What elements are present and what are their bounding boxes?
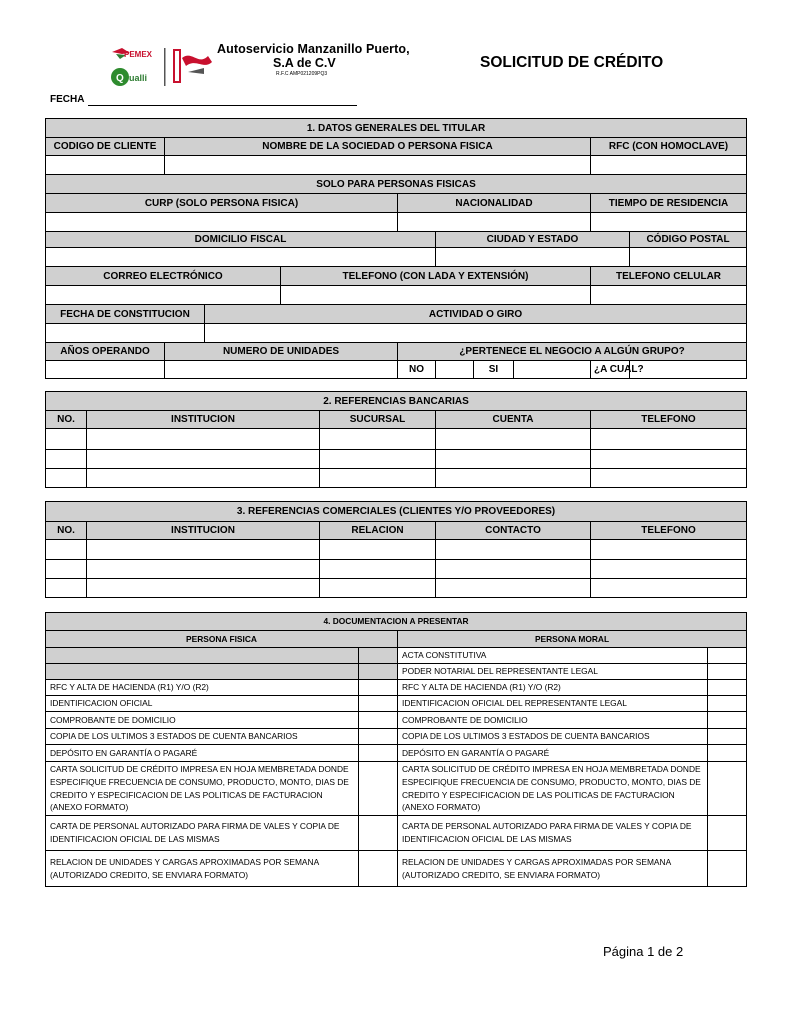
fisica-doc-label — [46, 648, 359, 664]
fisica-doc-label: IDENTIFICACION OFICIAL — [46, 696, 359, 712]
institucion-cell[interactable] — [87, 540, 320, 560]
nacionalidad-field[interactable] — [398, 213, 591, 232]
contacto-cell[interactable] — [436, 579, 591, 598]
a-cual-field[interactable] — [630, 361, 747, 379]
nombre-sociedad-field[interactable] — [165, 156, 591, 175]
telefono-celular-field[interactable] — [591, 286, 747, 305]
no-cell[interactable] — [46, 560, 87, 579]
fisica-doc-check[interactable] — [359, 745, 398, 762]
anos-operando-label: AÑOS OPERANDO — [46, 343, 165, 361]
fisica-doc-label — [46, 664, 359, 680]
moral-doc-label: CARTA DE PERSONAL AUTORIZADO PARA FIRMA DE VALES Y COPIA DE IDENTIFICACION OFICIAL DE LAS MISMAS — [398, 816, 708, 851]
no-cell[interactable] — [46, 450, 87, 469]
cuenta-cell[interactable] — [436, 469, 591, 488]
nombre-sociedad-label: NOMBRE DE LA SOCIEDAD O PERSONA FISICA — [165, 138, 591, 156]
rfc-field[interactable] — [591, 156, 747, 175]
col-no-header: NO. — [46, 411, 87, 429]
company-name: Autoservicio Manzanillo Puerto, — [217, 42, 410, 56]
actividad-giro-field[interactable] — [205, 324, 747, 343]
telefono-cell[interactable] — [591, 429, 747, 450]
no-checkbox[interactable] — [436, 361, 474, 379]
fisica-doc-check[interactable] — [359, 680, 398, 696]
doc-row — [46, 680, 747, 696]
moral-doc-label: COMPROBANTE DE DOMICILIO — [398, 712, 708, 729]
codigo-postal-label: CÓDIGO POSTAL — [630, 232, 747, 248]
section-4-title: 4. DOCUMENTACION A PRESENTAR — [46, 613, 747, 631]
fecha-constitucion-field[interactable] — [46, 324, 205, 343]
domicilio-fiscal-field[interactable] — [46, 248, 436, 267]
moral-doc-label: COPIA DE LOS ULTIMOS 3 ESTADOS DE CUENTA BANCARIOS — [398, 729, 708, 745]
fisica-doc-check — [359, 648, 398, 664]
telefono-lada-label: TELEFONO (CON LADA Y EXTENSIÓN) — [281, 267, 591, 286]
fecha-field[interactable] — [88, 105, 357, 106]
col-institucion-header: INSTITUCION — [87, 411, 320, 429]
curp-label: CURP (SOLO PERSONA FISICA) — [46, 194, 398, 213]
codigo-postal-field[interactable] — [630, 248, 747, 267]
tiempo-residencia-label: TIEMPO DE RESIDENCIA — [591, 194, 747, 213]
moral-doc-check[interactable] — [708, 762, 747, 816]
company-rfc: R.F.C AMP021209PQ3 — [276, 71, 328, 77]
moral-doc-label: PODER NOTARIAL DEL REPRESENTANTE LEGAL — [398, 664, 708, 680]
section-3-title: 3. REFERENCIAS COMERCIALES (CLIENTES Y/O PROVEEDORES) — [46, 502, 747, 522]
correo-field[interactable] — [46, 286, 281, 305]
fecha-constitucion-label: FECHA DE CONSTITUCION — [46, 305, 205, 324]
doc-row — [46, 712, 747, 729]
contacto-cell[interactable] — [436, 540, 591, 560]
col-telefono-header: TELEFONO — [591, 522, 747, 540]
col-no-header: NO. — [46, 522, 87, 540]
anos-operando-field[interactable] — [46, 361, 165, 379]
fisica-doc-check[interactable] — [359, 762, 398, 816]
actividad-giro-label: ACTIVIDAD O GIRO — [205, 305, 747, 324]
doc-row — [46, 696, 747, 712]
telefono-celular-label: TELEFONO CELULAR — [591, 267, 747, 286]
sucursal-cell[interactable] — [320, 469, 436, 488]
relacion-cell[interactable] — [320, 540, 436, 560]
moral-doc-check[interactable] — [708, 851, 747, 887]
pertenece-grupo-label: ¿PERTENECE EL NEGOCIO A ALGÚN GRUPO? — [398, 343, 747, 361]
moral-doc-label: IDENTIFICACION OFICIAL DEL REPRESENTANTE LEGAL — [398, 696, 708, 712]
no-cell[interactable] — [46, 469, 87, 488]
moral-doc-check[interactable] — [708, 745, 747, 762]
relacion-cell[interactable] — [320, 560, 436, 579]
rfc-label: RFC (CON HOMOCLAVE) — [591, 138, 747, 156]
fisica-doc-label: COPIA DE LOS ULTIMOS 3 ESTADOS DE CUENTA BANCARIOS — [46, 729, 359, 745]
telefono-cell[interactable] — [591, 450, 747, 469]
document-title: SOLICITUD DE CRÉDITO — [480, 54, 664, 71]
col-telefono-header: TELEFONO — [591, 411, 747, 429]
no-cell[interactable] — [46, 579, 87, 598]
numero-unidades-label: NUMERO DE UNIDADES — [165, 343, 398, 361]
contacto-cell[interactable] — [436, 560, 591, 579]
nacionalidad-label: NACIONALIDAD — [398, 194, 591, 213]
fisica-doc-check[interactable] — [359, 851, 398, 887]
si-checkbox[interactable] — [514, 361, 591, 379]
moral-doc-label: CARTA SOLICITUD DE CRÉDITO IMPRESA EN HOJA MEMBRETADA DONDE ESPECIFIQUE FRECUENCIA DE CONSUMO, PRODUCTO, MONTO, DIAS DE CREDITO Y ESPECIFICACION DE LAS POLITICAS DE FACTURACION (ANEXO FORMATO) — [398, 762, 708, 816]
doc-row — [46, 851, 747, 887]
moral-doc-label: ACTA CONSTITUTIVA — [398, 648, 708, 664]
institucion-cell[interactable] — [87, 579, 320, 598]
fisica-doc-check — [359, 664, 398, 680]
svg-text:Q: Q — [116, 73, 124, 84]
fisica-doc-label: RFC Y ALTA DE HACIENDA (R1) Y/O (R2) — [46, 680, 359, 696]
curp-field[interactable] — [46, 213, 398, 232]
section-3-referencias-comerciales — [45, 501, 747, 598]
no-cell[interactable] — [46, 540, 87, 560]
col-institucion-header: INSTITUCION — [87, 522, 320, 540]
telefono-cell[interactable] — [591, 560, 747, 579]
telefono-lada-field[interactable] — [281, 286, 591, 305]
col-relacion-header: RELACION — [320, 522, 436, 540]
a-cual-label: ¿A CUAL? — [591, 361, 630, 379]
solo-fisicas-label: SOLO PARA PERSONAS FISICAS — [46, 175, 747, 194]
fisica-doc-check[interactable] — [359, 816, 398, 851]
moral-doc-check[interactable] — [708, 664, 747, 680]
doc-row — [46, 762, 747, 816]
institucion-cell[interactable] — [87, 469, 320, 488]
cuenta-cell[interactable] — [436, 429, 591, 450]
ciudad-estado-field[interactable] — [436, 248, 630, 267]
moral-doc-check[interactable] — [708, 648, 747, 664]
institucion-cell[interactable] — [87, 450, 320, 469]
table-row — [46, 540, 747, 560]
cuenta-cell[interactable] — [436, 450, 591, 469]
persona-fisica-header: PERSONA FISICA — [46, 631, 398, 648]
table-row — [46, 560, 747, 579]
col-contacto-header: CONTACTO — [436, 522, 591, 540]
section-1-title: 1. DATOS GENERALES DEL TITULAR — [46, 119, 747, 138]
page-number: Página 1 de 2 — [603, 944, 684, 959]
codigo-cliente-label: CODIGO DE CLIENTE — [46, 138, 165, 156]
relacion-cell[interactable] — [320, 579, 436, 598]
fisica-doc-label: COMPROBANTE DE DOMICILIO — [46, 712, 359, 729]
pemex-logo-text: PEMEX — [124, 50, 153, 59]
sucursal-cell[interactable] — [320, 429, 436, 450]
moral-doc-check[interactable] — [708, 816, 747, 851]
doc-row — [46, 729, 747, 745]
codigo-cliente-field[interactable] — [46, 156, 165, 175]
table-row — [46, 450, 747, 469]
section-2-title: 2. REFERENCIAS BANCARIAS — [46, 392, 747, 411]
telefono-cell[interactable] — [591, 469, 747, 488]
moral-doc-check[interactable] — [708, 729, 747, 745]
correo-label: CORREO ELECTRÓNICO — [46, 267, 281, 286]
moral-doc-label: DEPÓSITO EN GARANTÍA O PAGARÉ — [398, 745, 708, 762]
tiempo-residencia-field[interactable] — [591, 213, 747, 232]
section-4-documentacion — [45, 612, 747, 887]
fisica-doc-check[interactable] — [359, 712, 398, 729]
moral-doc-label: RELACION DE UNIDADES Y CARGAS APROXIMADAS POR SEMANA (AUTORIZADO CREDITO, SE ENVIARA FORMATO) — [398, 851, 708, 887]
moral-doc-check[interactable] — [708, 696, 747, 712]
sucursal-cell[interactable] — [320, 450, 436, 469]
institucion-cell[interactable] — [87, 429, 320, 450]
institucion-cell[interactable] — [87, 560, 320, 579]
moral-doc-check[interactable] — [708, 680, 747, 696]
fecha-label: FECHA — [50, 94, 85, 105]
fisica-doc-label: RELACION DE UNIDADES Y CARGAS APROXIMADAS POR SEMANA (AUTORIZADO CREDITO, SE ENVIARA FORMATO) — [46, 851, 359, 887]
fisica-doc-label: DEPÓSITO EN GARANTÍA O PAGARÉ — [46, 745, 359, 762]
doc-row — [46, 745, 747, 762]
moral-doc-check[interactable] — [708, 712, 747, 729]
fisica-doc-label: CARTA SOLICITUD DE CRÉDITO IMPRESA EN HOJA MEMBRETADA DONDE ESPECIFIQUE FRECUENCIA DE CONSUMO, PRODUCTO, MONTO, DIAS DE CREDITO Y ESPECIFICACION DE LAS POLITICAS DE FACTURACION (ANEXO FORMATO) — [46, 762, 359, 816]
fisica-doc-label: CARTA DE PERSONAL AUTORIZADO PARA FIRMA DE VALES Y COPIA DE IDENTIFICACION OFICIAL DE LAS MISMAS — [46, 816, 359, 851]
section-2-referencias-bancarias — [45, 391, 747, 488]
doc-row — [46, 648, 747, 664]
table-row — [46, 579, 747, 598]
doc-row — [46, 664, 747, 680]
telefono-cell[interactable] — [591, 540, 747, 560]
moral-doc-label: RFC Y ALTA DE HACIENDA (R1) Y/O (R2) — [398, 680, 708, 696]
section-1-datos-generales — [45, 118, 747, 379]
no-label: NO — [398, 361, 436, 379]
domicilio-fiscal-label: DOMICILIO FISCAL — [46, 232, 436, 248]
col-cuenta-header: CUENTA — [436, 411, 591, 429]
table-row — [46, 469, 747, 488]
table-row — [46, 429, 747, 450]
quali-logo-text: ualli — [129, 73, 148, 83]
telefono-cell[interactable] — [591, 579, 747, 598]
doc-row — [46, 816, 747, 851]
col-sucursal-header: SUCURSAL — [320, 411, 436, 429]
persona-moral-header: PERSONA MORAL — [398, 631, 747, 648]
numero-unidades-field[interactable] — [165, 361, 398, 379]
fisica-doc-check[interactable] — [359, 729, 398, 745]
ciudad-estado-label: CIUDAD Y ESTADO — [436, 232, 630, 248]
si-label: SI — [474, 361, 514, 379]
no-cell[interactable] — [46, 429, 87, 450]
company-type: S.A de C.V — [273, 56, 336, 70]
fisica-doc-check[interactable] — [359, 696, 398, 712]
